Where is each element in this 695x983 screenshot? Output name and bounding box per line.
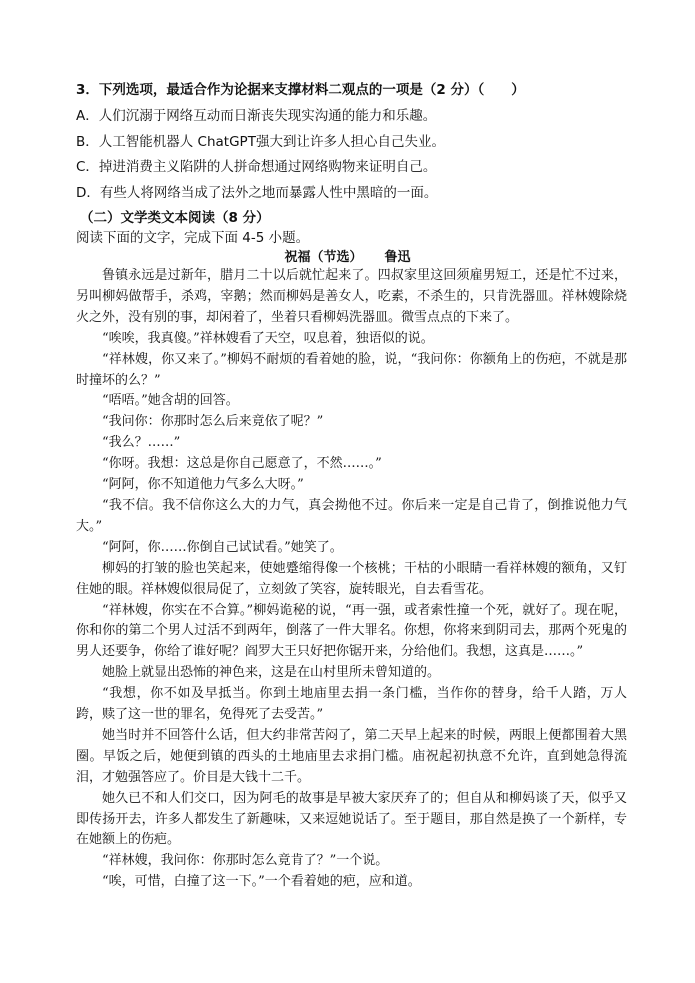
- section-heading: （二）文学类文本阅读（8 分）: [80, 210, 270, 226]
- paragraph: “阿阿，你不知道他力气多么大呀。”: [102, 477, 304, 493]
- article-author: 鲁迅: [384, 250, 411, 265]
- option-a: A．人们沉溺于网络互动而日渐丧失现实沟通的能力和乐趣。: [76, 108, 437, 124]
- option-b: B．人工智能机器人 ChatGPT强大到让许多人担心自己失业。: [76, 134, 445, 150]
- paragraph: 鲁镇永远是过新年，腊月二十以后就忙起来了。四叔家里这回须雇男短工，还是忙不过来，另叫柳妈做帮手，杀鸡，宰鹅；然而柳妈是善女人，吃素，不杀生的，只肯洗器皿。祥林嫂除烧火之外，没有别的事，却闲着了，坐着只看柳妈洗器皿。微雪点点的下来了。: [76, 268, 627, 325]
- reading-instruction: 阅读下面的文字，完成下面 4-5 小题。: [76, 230, 310, 246]
- paragraph: “阿阿，你……你倒自己试试看。”她笑了。: [102, 539, 343, 555]
- paragraph: 她脸上就显出恐怖的神色来，这是在山村里所未曾知道的。: [102, 665, 441, 681]
- article-body: [76, 266, 627, 893]
- paragraph: “唉唉，我真傻。”祥林嫂看了天空，叹息着，独语似的说。: [102, 330, 434, 346]
- paragraph: 柳妈的打皱的脸也笑起来，使她蹙缩得像一个核桃；干枯的小眼睛一看祥林嫂的额角，又钉住她的眼。祥林嫂似很局促了，立刻敛了笑容，旋转眼光，自去看雪花。: [76, 560, 627, 597]
- article-title: 祝福（节选）: [284, 250, 363, 265]
- article-title-line: [0, 246, 695, 265]
- paragraph: “我么？……”: [102, 435, 181, 451]
- paragraph: “我想，你不如及早抵当。你到土地庙里去捐一条门槛，当作你的替身，给千人踏，万人跨，赎了这一世的罪名，免得死了去受苦。”: [76, 686, 627, 723]
- paragraph: “唔唔。”她含胡的回答。: [102, 393, 239, 409]
- paragraph: “祥林嫂，你实在不合算。”柳妈诡秘的说，“再一强，或者索性撞一个死，就好了。现在呢，你和你的第二个男人过活不到两年，倒落了一件大罪名。你想，你将来到阴司去，那两个死鬼的男人还要争，你给了谁好呢？阎罗大王只好把你锯开来，分给他们。我想，这真是……。”: [76, 602, 627, 660]
- option-c: C．掉进消费主义陷阱的人拼命想通过网络购物来证明自己。: [76, 159, 437, 175]
- paragraph: “你呀。我想：这总是你自己愿意了，不然……。”: [102, 456, 382, 472]
- paragraph: “祥林嫂，我问你：你那时怎么竟肯了？”一个说。: [102, 853, 389, 869]
- paragraph: 她当时并不回答什么话，但大约非常苦闷了，第二天早上起来的时候，两眼上便都围着大黑圈。早饭之后，她便到镇的西头的土地庙里去求捐门槛。庙祝起初执意不允许，直到她急得流泪，才勉强答应了。价目是大钱十二千。: [76, 727, 627, 785]
- question-3-stem: 3．下列选项，最适合作为论据来支撑材料二观点的一项是（2 分）（ ）: [76, 82, 525, 98]
- paragraph: 她久已不和人们交口，因为阿毛的故事是早被大家厌弃了的；但自从和柳妈谈了天，似乎又即传扬开去，许多人都发生了新趣味，又来逗她说话了。至于题目，那自然是换了一个新样，专在她额上的伤疤。: [76, 790, 627, 848]
- paragraph: “我不信。我不信你这么大的力气，真会拗他不过。你后来一定是自己肯了，倒推说他力气大。”: [76, 497, 627, 534]
- paragraph: “祥林嫂，你又来了。”柳妈不耐烦的看着她的脸，说，“我问你：你额角上的伤疤，不就是那时撞坏的么？”: [76, 351, 627, 388]
- paragraph: “我问你：你那时怎么后来竟依了呢？”: [102, 414, 324, 430]
- paragraph: “唉，可惜，白撞了这一下。”一个看着她的疤，应和道。: [102, 874, 421, 890]
- option-d: D．有些人将网络当成了法外之地而暴露人性中黑暗的一面。: [76, 185, 438, 201]
